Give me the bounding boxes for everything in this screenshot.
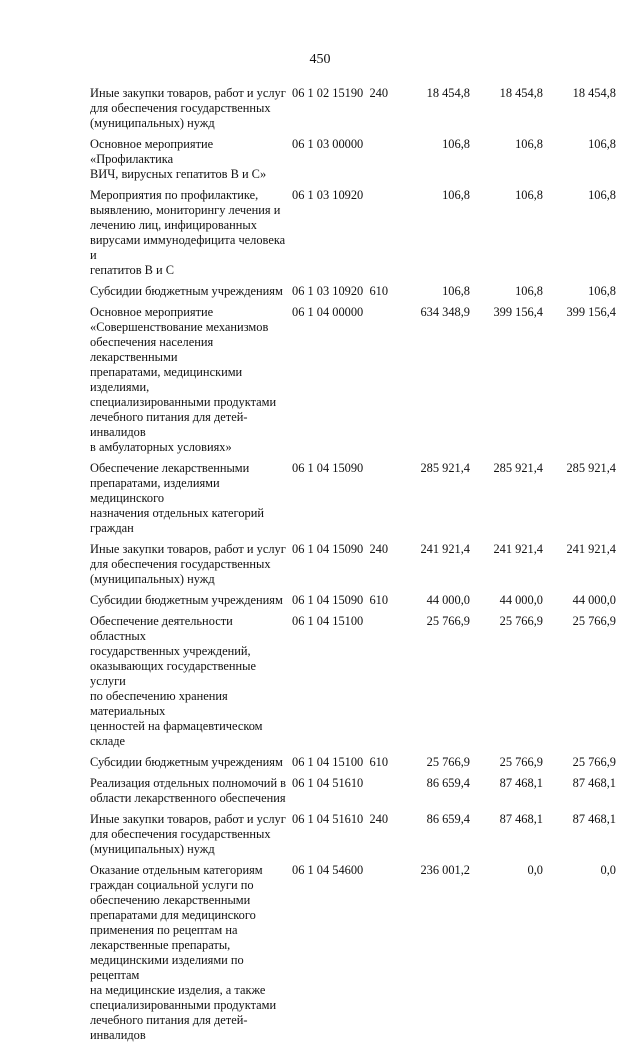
row-value-1: 25 766,9 — [426, 614, 470, 628]
table-row — [0, 812, 640, 857]
table-row — [0, 86, 640, 131]
row-value-3: 87 468,1 — [572, 776, 616, 790]
table-row — [0, 188, 640, 278]
table-row — [0, 542, 640, 587]
row-value-2: 106,8 — [515, 284, 543, 298]
row-value-2: 0,0 — [527, 863, 543, 877]
row-name: Основное мероприятие «Профилактика ВИЧ, вирусных гепатитов В и С» — [90, 137, 267, 181]
row-code: 06 1 02 15190 240 — [292, 86, 389, 100]
row-name: Субсидии бюджетным учреждениям — [90, 593, 283, 607]
row-name: Оказание отдельным категориям граждан социальной услуги по обеспечению лекарственными препаратами для медицинского применения по рецептам на лекарственные препараты, медицинскими изделиями по рецептам на медицинские изделия, а также специализированными продуктами лечебного питания для детей-инвалидов — [90, 863, 277, 1042]
row-name: Иные закупки товаров, работ и услуг для обеспечения государственных (муниципальных) нужд — [90, 86, 286, 130]
row-value-1: 86 659,4 — [426, 776, 470, 790]
row-value-2: 44 000,0 — [499, 593, 543, 607]
row-code: 06 1 03 00000 — [292, 137, 364, 151]
row-value-1: 241 921,4 — [420, 542, 470, 556]
row-value-1: 106,8 — [442, 188, 470, 202]
table-row — [0, 776, 640, 806]
table-row — [0, 614, 640, 749]
row-code: 06 1 04 51610 240 — [292, 812, 389, 826]
row-code: 06 1 04 15100 — [292, 614, 364, 628]
row-value-3: 0,0 — [600, 863, 616, 877]
row-code: 06 1 04 15090 610 — [292, 593, 389, 607]
row-code: 06 1 04 15090 — [292, 461, 364, 475]
row-value-2: 241 921,4 — [493, 542, 543, 556]
row-code: 06 1 04 54600 — [292, 863, 364, 877]
row-value-3: 106,8 — [588, 137, 616, 151]
row-value-2: 285 921,4 — [493, 461, 543, 475]
row-name: Субсидии бюджетным учреждениям — [90, 755, 283, 769]
row-value-2: 106,8 — [515, 188, 543, 202]
table-row — [0, 461, 640, 536]
row-value-3: 25 766,9 — [572, 614, 616, 628]
row-value-1: 18 454,8 — [426, 86, 470, 100]
row-name: Обеспечение лекарственными препаратами, изделиями медицинского назначения отдельных категорий граждан — [90, 461, 264, 535]
row-value-2: 87 468,1 — [499, 812, 543, 826]
table-row — [0, 863, 640, 1043]
row-code: 06 1 04 15100 610 — [292, 755, 389, 769]
row-value-2: 87 468,1 — [499, 776, 543, 790]
table-row — [0, 593, 640, 608]
row-value-1: 285 921,4 — [420, 461, 470, 475]
table-row — [0, 137, 640, 182]
row-value-3: 87 468,1 — [572, 812, 616, 826]
row-value-1: 86 659,4 — [426, 812, 470, 826]
row-name: Обеспечение деятельности областных государственных учреждений, оказывающих государственные услуги по обеспечению хранения материальных ценностей на фармацевтическом складе — [90, 614, 263, 748]
row-value-2: 25 766,9 — [499, 755, 543, 769]
row-name: Мероприятия по профилактике, выявлению, мониторингу лечения и лечению лиц, инфицированных вирусами иммунодефицита человека и гепатитов В и С — [90, 188, 286, 277]
table-row — [0, 305, 640, 455]
table-row — [0, 284, 640, 299]
row-name: Реализация отдельных полномочий в области лекарственного обеспечения — [90, 776, 287, 805]
row-value-1: 106,8 — [442, 284, 470, 298]
row-name: Основное мероприятие «Совершенствование механизмов обеспечения населения лекарственными препаратами, медицинскими изделиями, специализированными продуктами лечебного питания для детей-инвалидов в амбулаторных условиях» — [90, 305, 277, 454]
row-value-3: 106,8 — [588, 284, 616, 298]
row-value-3: 44 000,0 — [572, 593, 616, 607]
row-value-3: 241 921,4 — [566, 542, 616, 556]
row-value-3: 18 454,8 — [572, 86, 616, 100]
row-code: 06 1 03 10920 — [292, 188, 364, 202]
row-code: 06 1 04 51610 — [292, 776, 364, 790]
row-value-1: 236 001,2 — [420, 863, 470, 877]
row-value-3: 25 766,9 — [572, 755, 616, 769]
row-value-3: 285 921,4 — [566, 461, 616, 475]
row-name: Иные закупки товаров, работ и услуг для обеспечения государственных (муниципальных) нужд — [90, 812, 286, 856]
row-code: 06 1 03 10920 610 — [292, 284, 389, 298]
row-value-2: 399 156,4 — [493, 305, 543, 319]
row-value-1: 44 000,0 — [426, 593, 470, 607]
row-value-3: 106,8 — [588, 188, 616, 202]
row-name: Субсидии бюджетным учреждениям — [90, 284, 283, 298]
row-code: 06 1 04 00000 — [292, 305, 364, 319]
table-row — [0, 755, 640, 770]
row-name: Иные закупки товаров, работ и услуг для обеспечения государственных (муниципальных) нужд — [90, 542, 286, 586]
page-number: 450 — [309, 52, 331, 67]
row-value-2: 25 766,9 — [499, 614, 543, 628]
row-value-1: 25 766,9 — [426, 755, 470, 769]
row-code: 06 1 04 15090 240 — [292, 542, 389, 556]
row-value-3: 399 156,4 — [566, 305, 616, 319]
row-value-2: 106,8 — [515, 137, 543, 151]
row-value-2: 18 454,8 — [499, 86, 543, 100]
row-value-1: 106,8 — [442, 137, 470, 151]
row-value-1: 634 348,9 — [420, 305, 470, 319]
